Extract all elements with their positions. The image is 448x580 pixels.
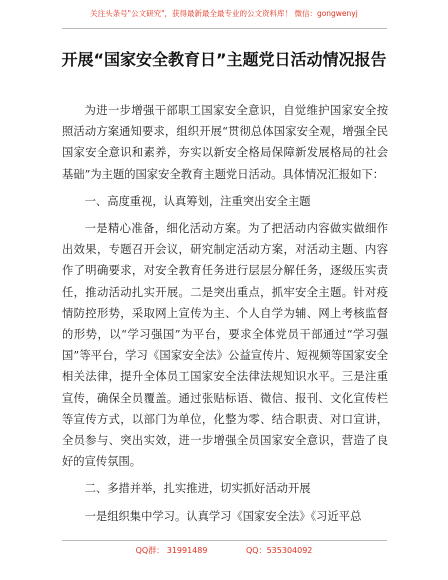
top-banner: 关注头条号"公文研究"，获得最新最全最专业的公文资料库！ 微信：gongwenyj: [90, 9, 358, 18]
footer: [0, 545, 448, 556]
section-heading-1: 一、高度重视，认真筹划，注重突出安全主题: [84, 194, 311, 208]
section-2-paragraph: 一是组织集中学习。认真学习《国家安全法》《习近平总: [84, 509, 362, 523]
bottom-divider: [62, 540, 387, 541]
footer-qq: QQ：535304092: [246, 546, 313, 555]
top-divider: [62, 28, 387, 29]
document-body: [62, 100, 388, 533]
footer-qq-group: QQ群： 31991489: [135, 546, 208, 555]
document-title: 开展“国家安全教育日”主题党日活动情况报告: [61, 50, 387, 69]
section-heading-2: 二、多措并举，扎实推进，切实抓好活动开展: [84, 482, 311, 496]
intro-paragraph: 为进一步增强干部职工国家安全意识，自觉维护国家安全按照活动方案通知要求，组织开展“贯彻总体国家安全观，增强全民国家安全意识和素养，夯实以新安全格局保障新发展格局的社会基础”为主题的国家安全教育主题党日活动。具体情况汇报如下：: [62, 104, 388, 181]
section-1-paragraph: 一是精心准备，细化活动方案。为了把活动内容做实做细作出效果，专题召开会议，研究制定活动方案，对活动主题、内容作了明确要求，对安全教育任务进行层层分解任务，逐级压实责任，推动活动扎实开展。二是突出重点，抓牢安全主题。针对疫情防控形势，采取网上宣传为主、个人自学为辅、网上考核监督的形势，以“学习强国”为平台，要求全体党员干部通过“学习强国”等平台，学习《国家安全法》公益宣传片、短视频等国家安全相关法律，提升全体员工国家安全法律法规知识水平。三是注重宣传，确保全员覆盖。通过张贴标语、微信、报刊、文化宣传栏等宣传方式，以部门为单位，化整为零、结合职责、对口宣讲，全员参与、突出实效，进一步增强全员国家安全意识，营造了良好的宣传氛围。: [62, 222, 388, 469]
